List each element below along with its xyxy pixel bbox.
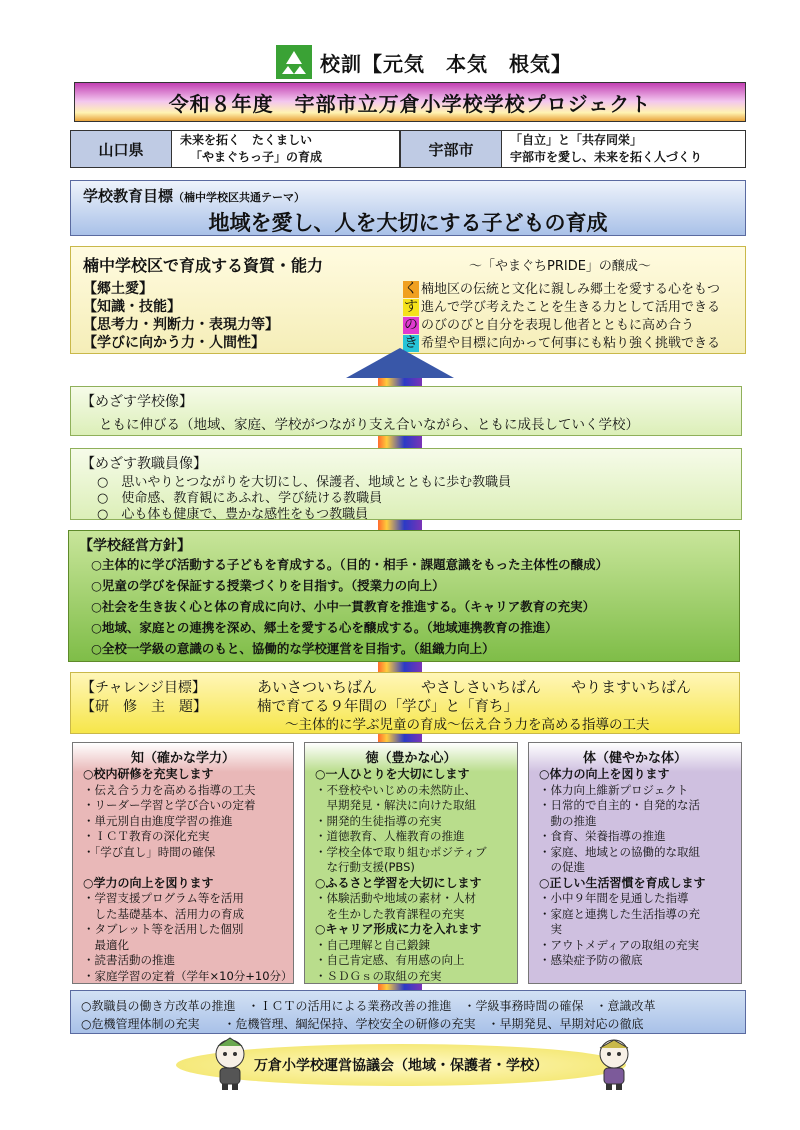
policy-item: ○地域、家庭との連携を深め、郷土を愛する心を醸成する。（地域連携教育の推進） [91, 620, 558, 635]
quality-kana: す [404, 299, 418, 315]
city-box [400, 130, 746, 168]
prefecture-label: 山口県 [71, 131, 172, 167]
policy-item: ○社会を生き抜く心と体の育成に向け、小中一貫教育を推進する。（キャリア教育の充実） [91, 599, 596, 614]
quality-kana: の [404, 317, 418, 333]
education-goal-heading: 学校教育目標 [83, 187, 174, 205]
column-item: した基礎基本、活用力の育成 [83, 906, 244, 921]
staff-image-item: ○ 使命感、教育観にあふれ、学び続ける教職員 [97, 491, 383, 506]
column-item: ・「学び直し」時間の確保 [83, 844, 216, 859]
challenge-label: 【チャレンジ目標】 [81, 680, 206, 696]
column-item: ・学習支援プログラム等を活用 [83, 891, 244, 905]
column-item: ・家庭と連携した生活指導の充 [539, 906, 700, 921]
column-heading: ○一人ひとりを大切にします [315, 767, 470, 781]
policy-title: 【学校経営方針】 [79, 538, 191, 554]
column-item: ・伝え合う力を高める指導の工夫 [83, 782, 256, 797]
policy-item: ○児童の学びを保証する授業づくりを目指す。（授業力の向上） [91, 578, 445, 593]
column-item: ・単元別自由進度学習の推進 [83, 813, 233, 828]
education-goal-box [70, 180, 746, 236]
column-item: ・家庭学習の定着（学年×10分+10分） [83, 968, 293, 983]
column-heading: ○正しい生活習慣を育成します [539, 875, 706, 890]
quality-description: 希望や目標に向かって何事にも粘り強く挑戦できる [421, 336, 721, 351]
column-title: 知（確かな学力） [130, 751, 235, 766]
qualities-title: 楠中学校区で育成する資質・能力 [83, 256, 324, 275]
column-title: 体（健やかな体） [582, 751, 687, 766]
qualities-box [70, 246, 746, 354]
mascot-right-icon [592, 1036, 636, 1090]
column-item: ・タブレット等を活用した個別 [83, 922, 244, 936]
quality-label: 【郷土愛】 [83, 281, 153, 297]
column-item: ・学校全体で取り組むポジティブ [315, 844, 487, 859]
challenge-goal: やりますいちばん [571, 678, 692, 696]
qualities-subtitle: ～「やまぐちPRIDE」の醸成～ [469, 259, 651, 274]
prefecture-line1: 未来を拓く たくましい [180, 133, 313, 147]
management-policy-box [68, 530, 740, 662]
column-item: 実 [539, 922, 562, 936]
council-ellipse: 万倉小学校運営協議会（地域・保護者・学校） [176, 1044, 626, 1086]
column-item: ・アウトメディアの取組の充実 [539, 937, 699, 952]
column-knowledge [72, 742, 294, 984]
education-goal-text: 地域を愛し、人を大切にする子どもの育成 [208, 211, 608, 235]
column-item: の促進 [539, 860, 585, 874]
prefecture-line2: 「やまぐちっ子」の育成 [190, 150, 323, 164]
staff-image-item: ○ 心も体も健康で、豊かな感性をもつ教職員 [97, 507, 369, 522]
column-item: ・体力向上維新プロジェクト [539, 782, 689, 797]
page-title: 令和８年度 宇部市立万倉小学校学校プロジェクト [74, 82, 746, 122]
column-item: ・家庭、地域との協働的な取組 [539, 844, 700, 859]
city-line2: 宇部市を愛し、未来を拓く人づくり [510, 150, 703, 164]
column-heading: ○体力の向上を図ります [539, 767, 670, 781]
column-item: を生かした教育課程の充実 [315, 906, 465, 921]
column-item: ・体験活動や地域の素材・人材 [315, 891, 476, 905]
staff-image-item: ○ 思いやりとつながりを大切にし、保護者、地域とともに歩む教職員 [97, 475, 512, 490]
quality-description: のびのびと自分を表現し他者とともに高め合う [421, 318, 695, 333]
mascot-left-icon [208, 1036, 252, 1090]
bottom-line2: ○危機管理体制の充実 ・危機管理、綱紀保持、学校安全の研修の充実 ・早期発見、早期対応の徹底 [81, 1017, 644, 1031]
column-item: ・ＳＤＧｓの取組の充実 [315, 968, 442, 983]
column-item: ・リーダー学習と学び合いの定着 [83, 798, 256, 812]
column-heading: ○学力の向上を図ります [83, 875, 214, 890]
column-body [528, 742, 742, 984]
column-heart [304, 742, 518, 984]
staff-image-title: 【めざす教職員像】 [81, 456, 207, 472]
column-item: ・ＩＣＴ教育の深化充実 [83, 829, 210, 843]
education-goal-note: （楠中学校区共通テーマ） [173, 191, 306, 204]
challenge-goal: あいさついちばん [257, 678, 378, 696]
column-item: ・読書活動の推進 [83, 953, 175, 967]
column-heading: ○ふるさと学習を大切にします [315, 875, 482, 890]
training-theme: 楠で育てる９年間の「学び」と「育ち」 [257, 699, 518, 715]
column-item: 最適化 [83, 937, 129, 952]
column-item: 早期発見・解決に向けた取組 [315, 798, 476, 812]
challenge-box [70, 672, 740, 734]
column-item: ・自己理解と自己鍛錬 [315, 937, 430, 952]
column-item: ・日常的で自主的・自発的な活 [539, 798, 700, 812]
quality-label: 【学びに向かう力・人間性】 [83, 335, 265, 351]
column-heading: ○校内研修を充実します [83, 767, 214, 781]
training-theme-label: 【研 修 主 題】 [81, 699, 207, 715]
school-motto [276, 44, 576, 80]
quality-description: 進んで学び考えたことを生きる力として活用できる [421, 300, 721, 315]
city-line1: 「自立」と「共存同栄」 [510, 133, 643, 147]
staff-image-box [70, 448, 742, 520]
prefecture-box [70, 130, 400, 168]
bottom-line1: ○教職員の働き方改革の推進 ・ＩＣＴの活用による業務改善の推進 ・学級事務時間の確保 ・意識改革 [81, 999, 656, 1013]
challenge-goal: やさしさいちばん [421, 678, 542, 696]
column-item: ・小中９年間を見通した指導 [539, 891, 689, 905]
column-item: 動の推進 [539, 813, 597, 828]
school-image-box [70, 386, 742, 436]
column-title: 徳（豊かな心） [365, 751, 457, 766]
school-emblem-icon [276, 45, 312, 79]
school-image-text: ともに伸びる（地域、家庭、学校がつながり支え合いながら、ともに成長していく学校） [99, 417, 639, 433]
quality-kana: き [404, 335, 418, 351]
column-item: ・食育、栄養指導の推進 [539, 829, 666, 843]
column-item: な行動支援(PBS) [315, 860, 415, 874]
policy-item: ○全校一学級の意識のもと、協働的な学校運営を目指す。（組織力向上） [91, 641, 495, 656]
bottom-box [70, 990, 746, 1034]
quality-description: 楠地区の伝統と文化に親しみ郷土を愛する心をもつ [421, 282, 721, 297]
column-item: ・開発的生徒指導の充実 [315, 813, 442, 828]
school-image-title: 【めざす学校像】 [81, 394, 193, 410]
column-item: ・感染症予防の徹底 [539, 953, 643, 967]
quality-kana: く [404, 281, 418, 297]
column-item: ・道徳教育、人権教育の推進 [315, 829, 465, 843]
column-item: ・自己肯定感、有用感の向上 [315, 953, 465, 967]
column-item: ・不登校やいじめの未然防止、 [315, 782, 476, 797]
quality-label: 【思考力・判断力・表現力等】 [83, 317, 279, 333]
column-heading: ○キャリア形成に力を入れます [315, 922, 482, 936]
up-arrow-icon [346, 348, 454, 378]
quality-label: 【知識・技能】 [83, 299, 181, 315]
policy-item: ○主体的に学び活動する子どもを育成する。（目的・相手・課題意識をもった主体性の醸成） [91, 557, 609, 572]
city-label: 宇部市 [401, 131, 502, 167]
motto-text: 校訓【元気 本気 根気】 [320, 51, 572, 76]
training-theme-sub: ～主体的に学ぶ児童の育成～伝え合う力を高める指導の工夫 [285, 717, 650, 733]
